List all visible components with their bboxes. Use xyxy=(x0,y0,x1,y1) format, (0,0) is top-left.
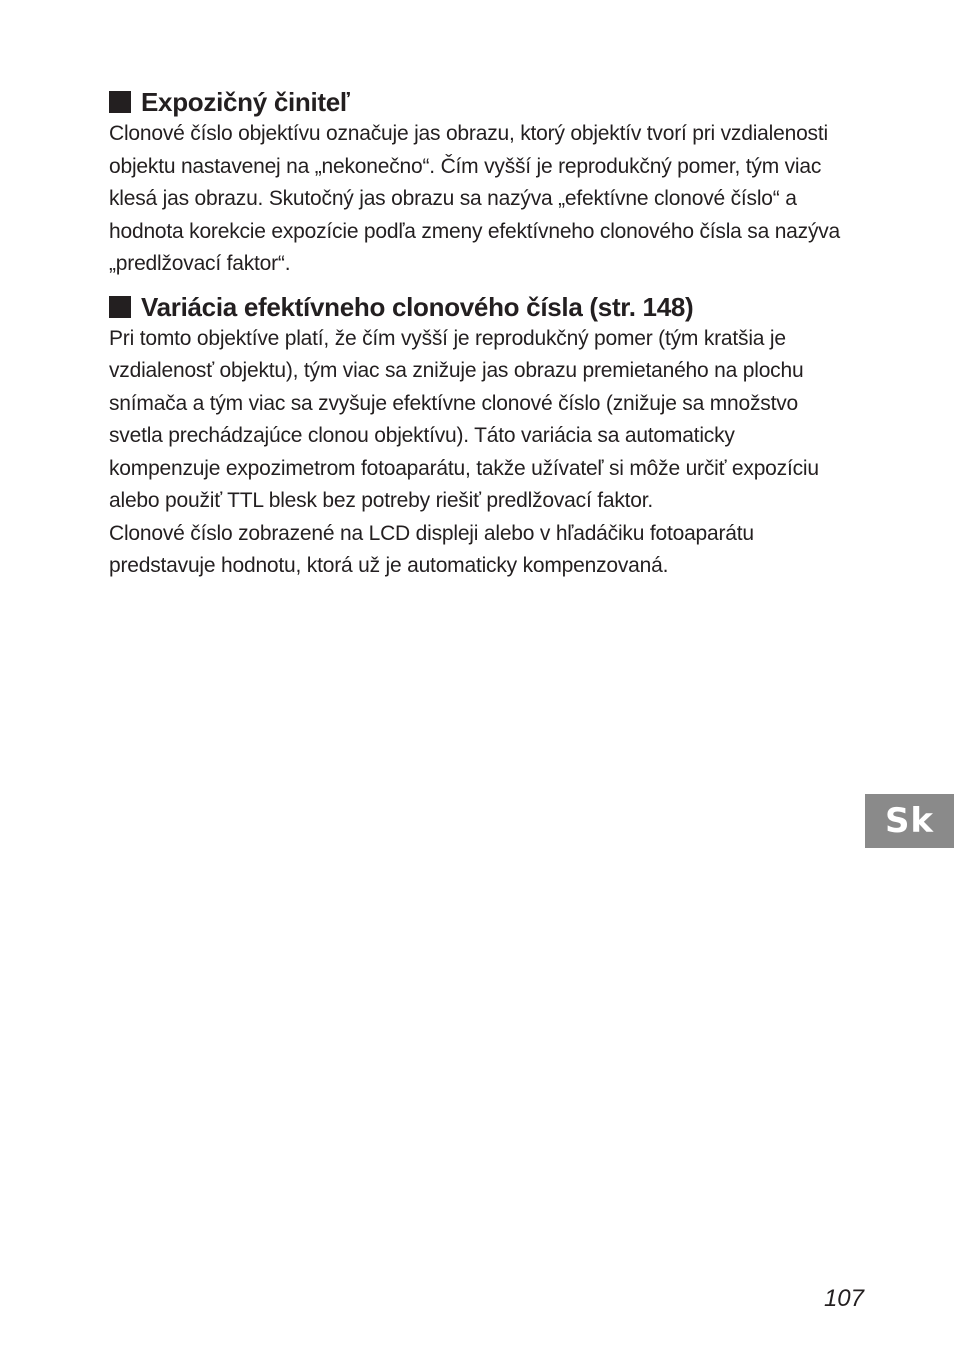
section-variacia xyxy=(109,291,849,583)
section-heading xyxy=(109,291,849,323)
paragraph: Pri tomto objektíve platí, že čím vyšší je reprodukčný pomer (tým kratšia je vzdialenosť objektu), tým viac sa znižuje jas obrazu premietaného na plochu snímača a tým viac sa zvyšuje efektívne clonové číslo (znižuje sa množstvo svetla prechádzajúce clonou objektívu). Táto variácia sa automaticky kompenzuje expozimetrom fotoaparátu, takže užívateľ si môže určiť expozíciu alebo použiť TTL blesk bez potreby riešiť predlžovací faktor. xyxy=(109,326,819,512)
paragraph: Clonové číslo zobrazené na LCD displeji alebo v hľadáčiku fotoaparátu predstavuje hodnotu, ktorá už je automaticky kompenzovaná. xyxy=(109,521,754,577)
black-square-icon xyxy=(109,91,131,113)
paragraph: Clonové číslo objektívu označuje jas obrazu, ktorý objektív tvorí pri vzdialenosti objektu nastavenej na „nekonečno“. Čím vyšší je reprodukčný pomer, tým viac klesá jas obrazu. Skutočný jas obrazu sa nazýva „efektívne clonové číslo“ a hodnota korekcie expozície podľa zmeny efektívneho clonového čísla sa nazýva „predlžovací faktor“. xyxy=(109,122,841,275)
section-heading-text: Variácia efektívneho clonového čísla (str. 148) xyxy=(141,291,694,322)
section-heading xyxy=(109,86,849,118)
language-tab: Sk xyxy=(865,794,954,848)
section-heading-text: Expozičný činiteľ xyxy=(141,87,350,117)
page-number: 107 xyxy=(823,1285,864,1312)
black-square-icon xyxy=(109,296,131,318)
section-expozicny-cinitel xyxy=(109,86,849,281)
page-content xyxy=(109,86,849,583)
